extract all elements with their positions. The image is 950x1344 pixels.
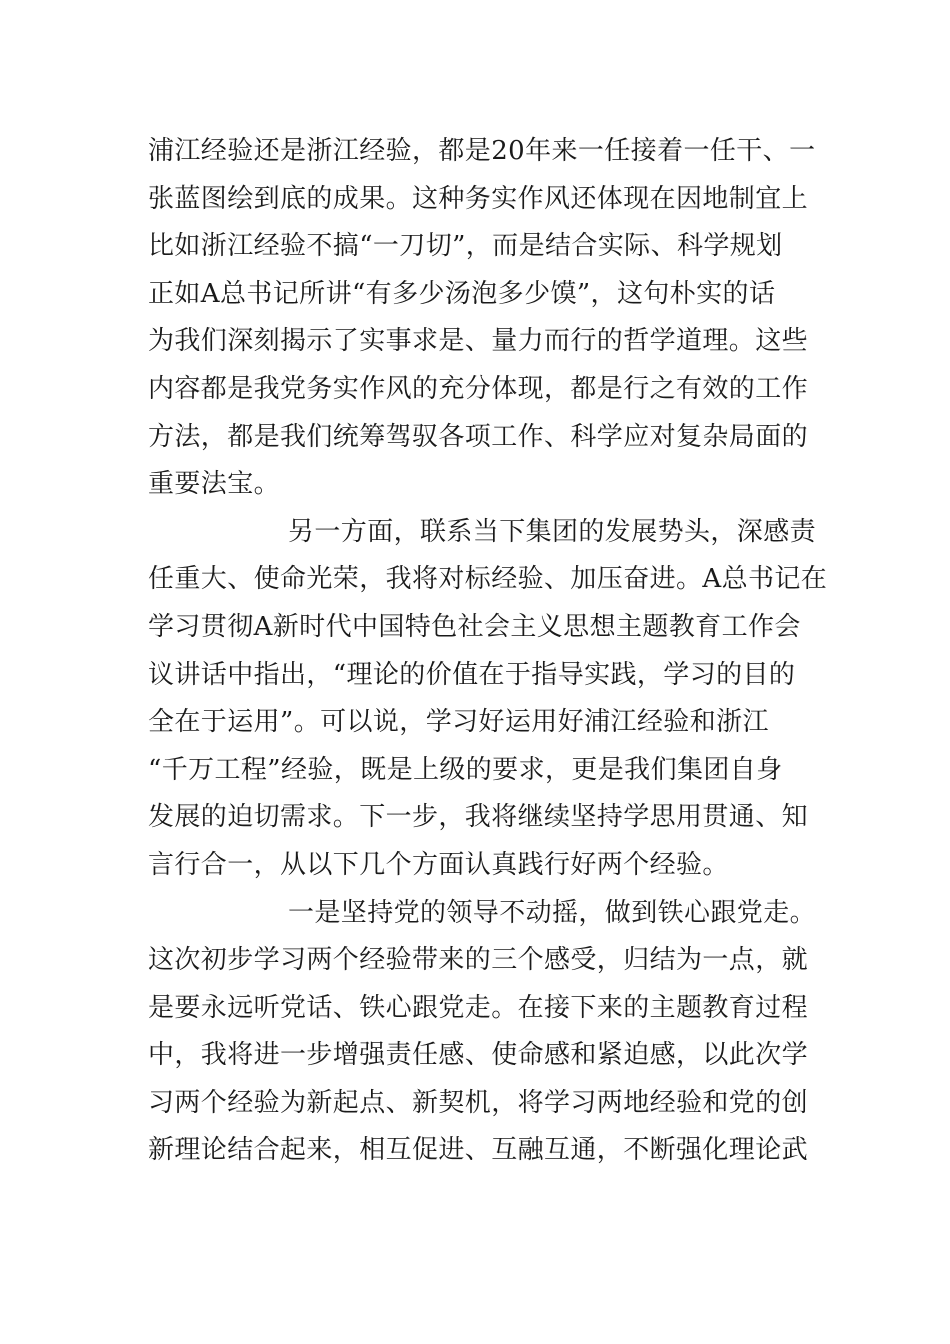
paragraph-start-line: 另一方面，联系当下集团的发展势头，深感责 (288, 516, 817, 547)
text-line: 言行合一，从以下几个方面认真践行好两个经验。 (148, 849, 729, 880)
text-line: 中，我将进一步增强责任感、使命感和紧迫感，以此次学 (148, 1040, 809, 1071)
text-line: 学习贯彻A新时代中国特色社会主义思想主题教育工作会 (148, 611, 801, 642)
text-line: “千万工程”经验，既是上级的要求，更是我们集团自身 (148, 754, 783, 785)
text-line: 内容都是我党务实作风的充分体现，都是行之有效的工作 (148, 373, 809, 404)
text-line: 方法，都是我们统筹驾驭各项工作、科学应对复杂局面的 (148, 421, 809, 452)
text-line: 新理论结合起来，相互促进、互融互通，不断强化理论武 (148, 1135, 809, 1166)
text-line: 议讲话中指出，“理论的价值在于指导实践，学习的目的 (148, 659, 796, 690)
text-line: 这次初步学习两个经验带来的三个感受，归结为一点，就 (148, 945, 809, 976)
body-text (148, 128, 828, 1175)
text-line: 发展的迫切需求。下一步，我将继续坚持学思用贯通、知 (148, 802, 809, 833)
text-line: 为我们深刻揭示了实事求是、量力而行的哲学道理。这些 (148, 326, 809, 357)
text-line: 比如浙江经验不搞“一刀切”，而是结合实际、科学规划 (148, 231, 783, 262)
text-line: 任重大、使命光荣，我将对标经验、加压奋进。A总书记在 (148, 564, 828, 595)
text-line: 习两个经验为新起点、新契机，将学习两地经验和党的创 (148, 1087, 809, 1118)
text-line: 张蓝图绘到底的成果。这种务实作风还体现在因地制宜上 (148, 183, 809, 214)
section-heading-line: 一是坚持党的领导不动摇，做到铁心跟党走。 (288, 897, 817, 928)
text-line: 全在于运用”。可以说，学习好运用好浦江经验和浙江 (148, 707, 769, 738)
text-line: 是要永远听党话、铁心跟党走。在接下来的主题教育过程 (148, 992, 809, 1023)
text-line: 浦江经验还是浙江经验，都是20年来一任接着一任干、一 (148, 136, 816, 166)
text-line: 正如A总书记所讲“有多少汤泡多少馍”，这句朴实的话 (148, 278, 776, 309)
text-line: 重要法宝。 (148, 469, 281, 500)
